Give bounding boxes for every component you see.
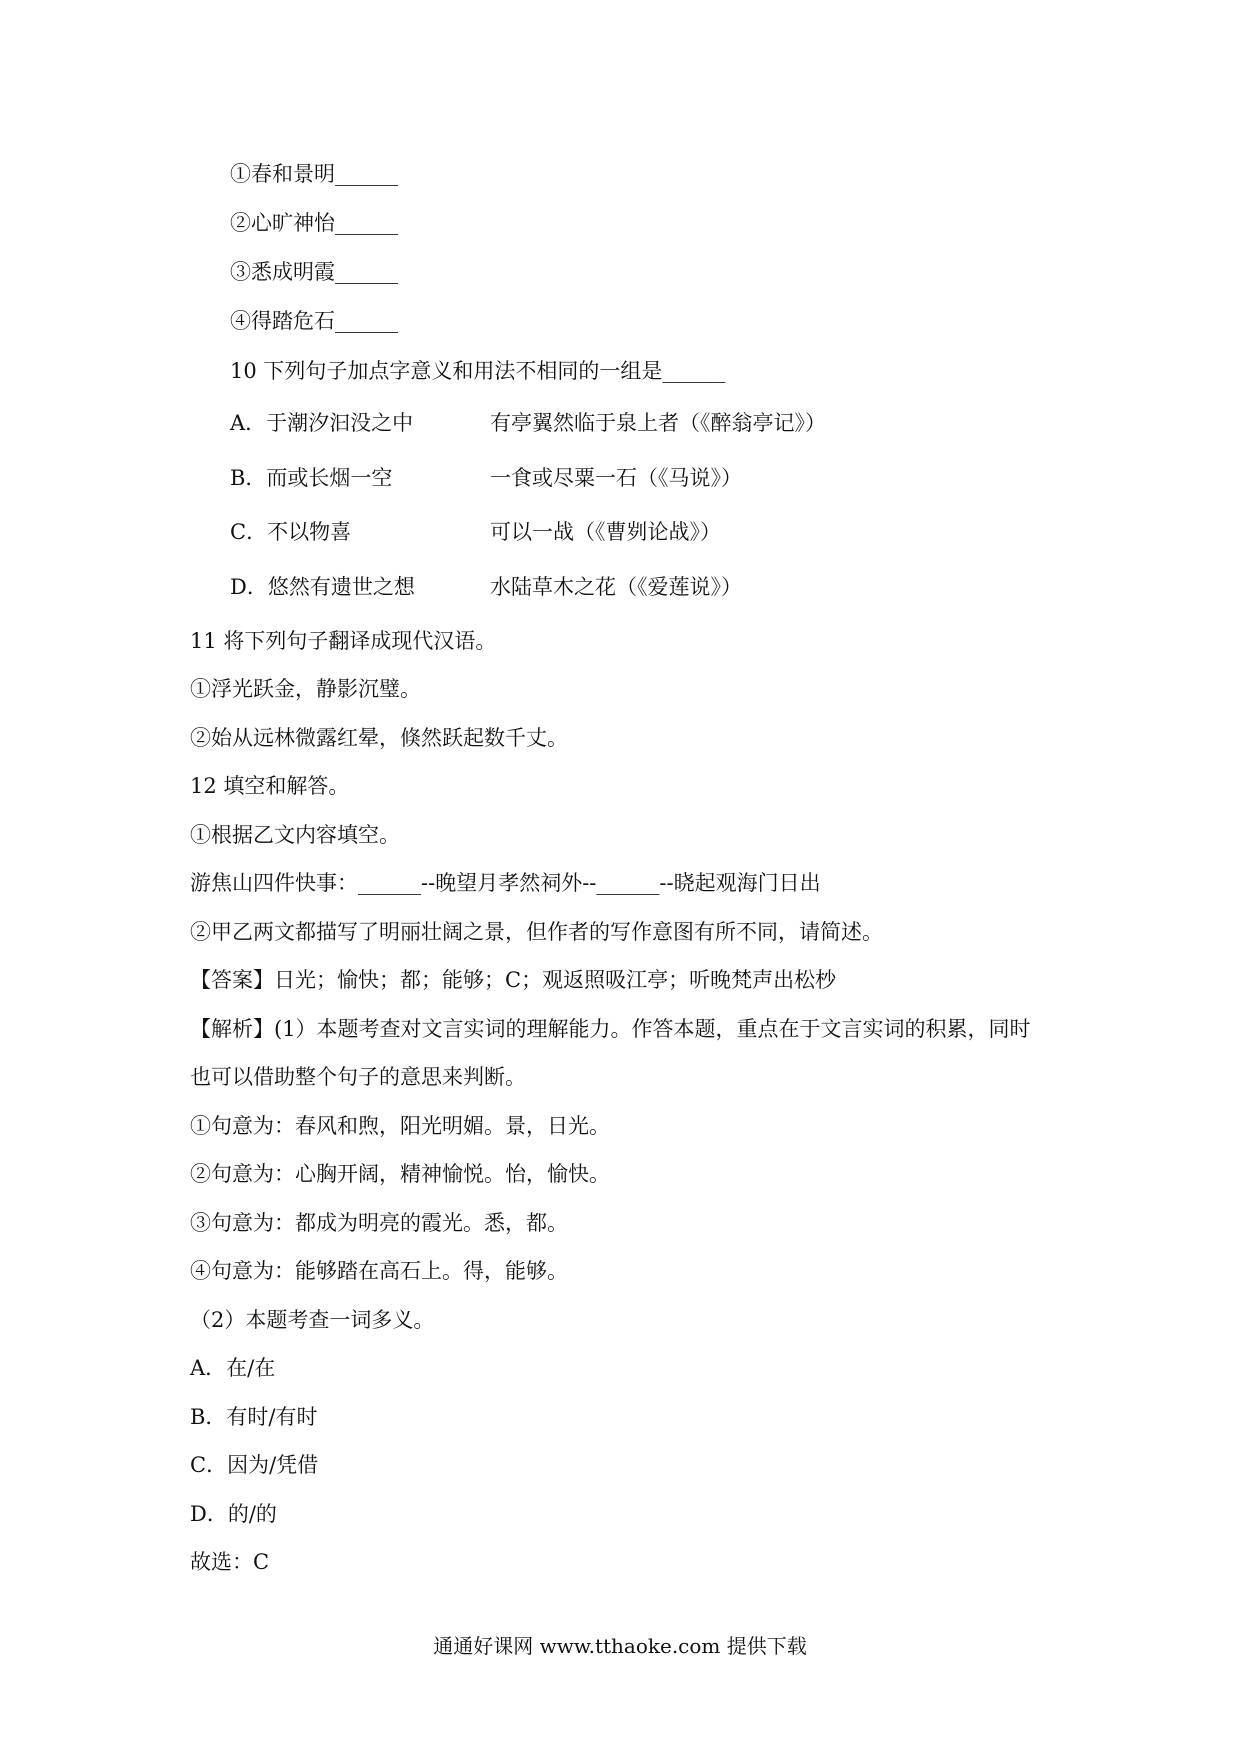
analysis-item: ④句意为：能够踏在高石上。得，能够。 [190, 1259, 568, 1283]
q12-item: ②甲乙两文都描写了明丽壮阔之景，但作者的写作意图有所不同，请简述。 [190, 920, 883, 944]
analysis-item: ③句意为：都成为明亮的霞光。悉，都。 [190, 1211, 568, 1235]
analysis-option: A．在/在 [190, 1356, 276, 1380]
analysis-item: ①句意为：春风和煦，阳光明媚。景，日光。 [190, 1114, 610, 1138]
q12-question: 12 填空和解答。 [190, 774, 350, 798]
q10-question: 10 下列句子加点字意义和用法不相同的一组是______ [230, 359, 726, 383]
analysis-option: D．的/的 [190, 1502, 277, 1526]
page-footer: 通通好课网 www.tthaoke.com 提供下载 [433, 1634, 807, 1658]
q10-option-left: B．而或长烟一空 [230, 466, 393, 490]
q11-item: ①浮光跃金，静影沉璧。 [190, 677, 421, 701]
q10-option-left: A．于潮汐汩没之中 [230, 411, 414, 435]
analysis-line: 也可以借助整个句子的意思来判断。 [190, 1065, 526, 1089]
q10-option-right: 一食或尽粟一石（《马说》） [490, 466, 742, 490]
q10-option-left: D．悠然有遗世之想 [230, 575, 415, 599]
analysis-conclusion: 故选：C [190, 1550, 270, 1574]
q10-option-right: 水陆草木之花（《爱莲说》） [490, 575, 742, 599]
analysis-option: B．有时/有时 [190, 1405, 318, 1429]
analysis-option: C．因为/凭借 [190, 1453, 319, 1477]
analysis-item: ②句意为：心胸开阔，精神愉悦。怡，愉快。 [190, 1162, 610, 1186]
q12-item: ①根据乙文内容填空。 [190, 823, 400, 847]
analysis-line: 【解析】(1）本题考查对文言实词的理解能力。作答本题，重点在于文言实词的积累，同时 [190, 1017, 1031, 1041]
q9-item: ③悉成明霞______ [230, 260, 398, 284]
q10-option-right: 可以一战（《曹刿论战》） [490, 520, 721, 544]
answer-line: 【答案】日光；愉快；都；能够；C；观返照吸江亭；听晚梵声出松杪 [190, 968, 837, 992]
q11-question: 11 将下列句子翻译成现代汉语。 [190, 629, 497, 653]
q11-item: ②始从远林微露红晕，倏然跃起数千丈。 [190, 726, 568, 750]
q9-item: ①春和景明______ [230, 162, 398, 186]
q9-item: ④得踏危石______ [230, 309, 398, 333]
q10-option-right: 有亭翼然临于泉上者（《醉翁亭记》） [490, 411, 826, 435]
q9-item: ②心旷神怡______ [230, 211, 398, 235]
q10-option-left: C．不以物喜 [230, 520, 352, 544]
analysis-part2: （2）本题考查一词多义。 [190, 1308, 435, 1332]
q12-fill-line: 游焦山四件快事：______--晚望月孝然祠外--______--晓起观海门日出 [190, 871, 821, 895]
